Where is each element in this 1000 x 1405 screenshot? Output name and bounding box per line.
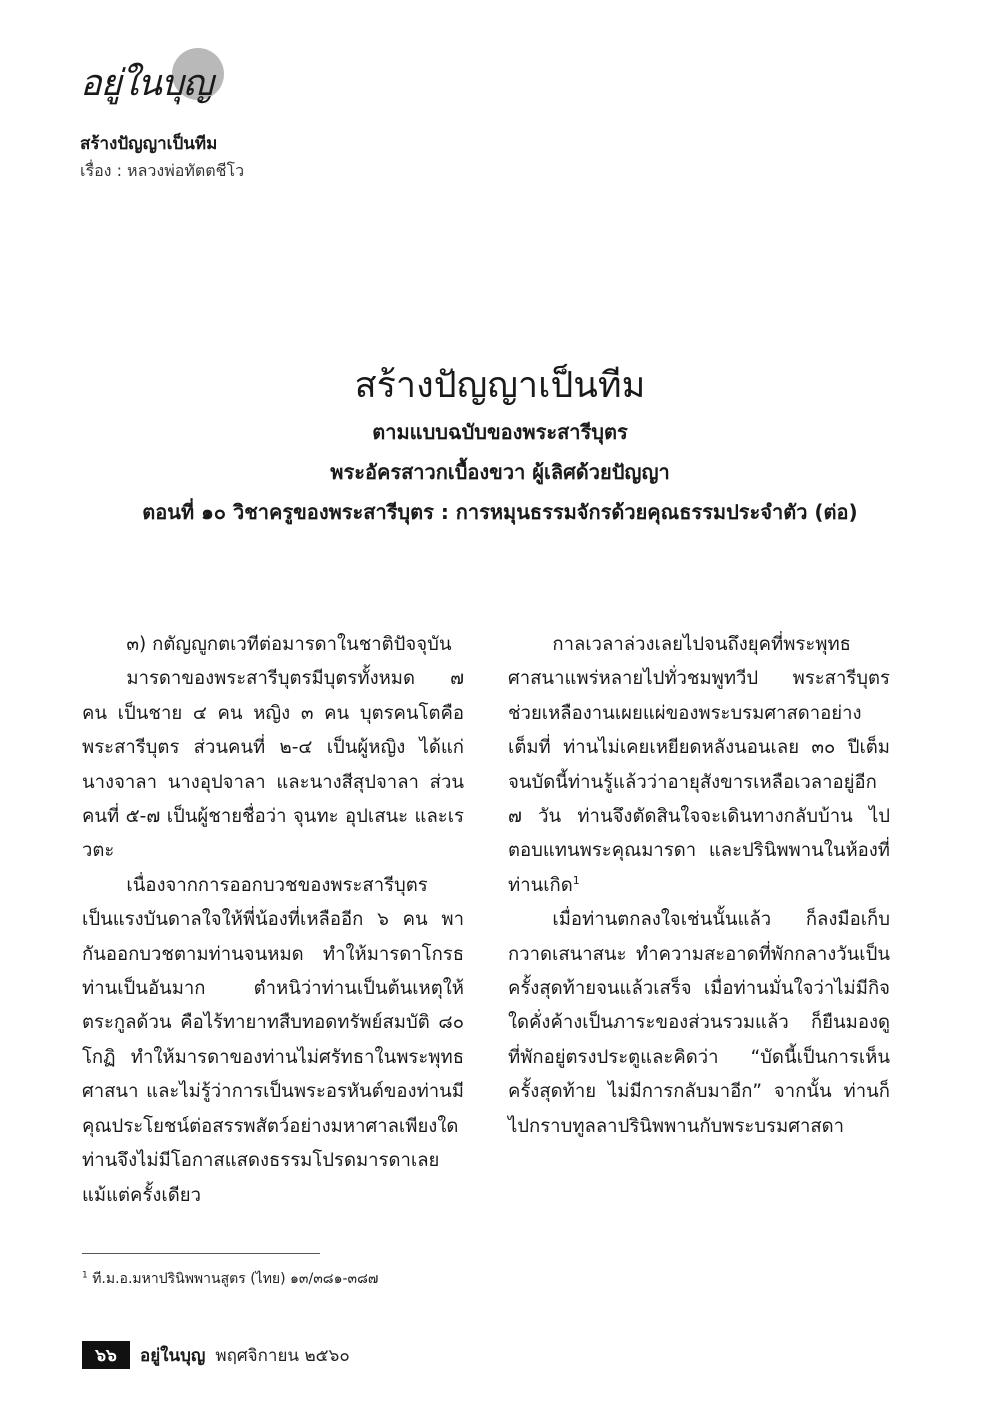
magazine-name: อยู่ในบุญ (140, 1345, 206, 1366)
section-kicker: สร้างปัญญาเป็นทีม (80, 134, 218, 154)
title-block (60, 360, 940, 532)
paragraph: เมื่อท่านตกลงใจเช่นนั้นแล้ว ก็ลงมือเก็บกวาดเสนาสนะ ทำความสะอาดที่พักกลางวันเป็นครั้งสุดท้ายจนแล้วเสร็จ เมื่อท่านมั่นใจว่าไม่มีกิจใดคั่งค้างเป็นภาระของส่วนรวมแล้ว ก็ยืนมองดูที่พักอยู่ตรงประตูและคิดว่า “บัดนี้เป็นการเห็นครั้งสุดท้าย ไม่มีการกลับมาอีก” จากนั้น ท่านก็ไปกราบทูลลาปรินิพพานกับพระบรมศาสดา (508, 909, 890, 1137)
paragraph-text: กาลเวลาล่วงเลยไปจนถึงยุคที่พระพุทธศาสนาแพร่หลายไปทั่วชมพูทวีป พระสารีบุตรช่วยเหลืองานเผยแผ่ของพระบรมศาสดาอย่างเต็มที่ ท่านไม่เคยเหยียดหลังนอนเลย ๓๐ ปีเต็ม จนบัดนี้ท่านรู้แล้วว่าอายุสังขารเหลือเวลาอยู่อีก ๗ วัน ท่านจึงตัดสินใจจะเดินทางกลับบ้าน ไปตอบแทนพระคุณมารดา และปรินิพพานในห้องที่ท่านเกิด (508, 634, 890, 896)
folio (82, 1341, 350, 1369)
footnote (82, 1268, 378, 1290)
left-column (82, 628, 464, 1213)
subtitle-1: ตามแบบฉบับของพระสารีบุตร (372, 420, 628, 444)
issue-date: พฤศจิกายน ๒๕๖๐ (215, 1345, 350, 1366)
subtitle-2: พระอัครสาวกเบื้องขวา ผู้เลิศด้วยปัญญา (330, 460, 670, 484)
footnote-reference: 1 (572, 873, 580, 887)
footnote-divider (82, 1253, 320, 1254)
paragraph (508, 628, 890, 903)
paragraph: เนื่องจากการออกบวชของพระสารีบุตร เป็นแรงบันดาลใจให้พี่น้องที่เหลืออีก ๖ คน พากันออกบวชตามท่านจนหมด ทำให้มารดาโกรธท่านเป็นอันมาก ตำหนิว่าท่านเป็นต้นเหตุให้ตระกูลด้วน คือไร้ทายาทสืบทอดทรัพย์สมบัติ ๘๐ โกฏิ ทำให้มารดาของท่านไม่ศรัทธาในพระพุทธศาสนา และไม่รู้ว่าการเป็นพระอรหันต์ของท่านมีคุณประโยชน์ต่อสรรพสัตว์อย่างมหาศาลเพียงใด ท่านจึงไม่มีโอกาสแสดงธรรมโปรดมารดาเลยแม้แต่ครั้งเดียว (82, 874, 464, 1206)
right-column (508, 628, 890, 1144)
magazine-logo (80, 48, 220, 118)
page-number: ๖๖ (82, 1341, 130, 1369)
footnote-marker: 1 (82, 1270, 88, 1281)
logo-text: อยู่ในบุญ (80, 63, 213, 104)
article-title: สร้างปัญญาเป็นทีม (354, 365, 646, 406)
paragraph: ๓) กตัญญูกตเวทีต่อมารดาในชาติปัจจุบัน (126, 634, 452, 655)
subtitle-3: ตอนที่ ๑๐ วิชาครูของพระสารีบุตร : การหมุนธรรมจักรด้วยคุณธรรมประจำตัว (ต่อ) (142, 500, 858, 524)
footnote-text: ที.ม.อ.มหาปรินิพพานสูตร (ไทย) ๑๓/๓๘๑-๓๘๗ (92, 1271, 379, 1287)
paragraph: มารดาของพระสารีบุตรมีบุตรทั้งหมด ๗ คน เป็นชาย ๔ คน หญิง ๓ คน บุตรคนโตคือ พระสารีบุตร ส่วนคนที่ ๒-๔ เป็นผู้หญิง ได้แก่ นางจาลา นางอุปจาลา และนางสีสุปจาลา ส่วนคนที่ ๕-๗ เป็นผู้ชายชื่อว่า จุนทะ อุปเสนะ และเรวตะ (82, 668, 464, 862)
byline: เรื่อง : หลวงพ่อทัตตชีโว (80, 161, 245, 180)
